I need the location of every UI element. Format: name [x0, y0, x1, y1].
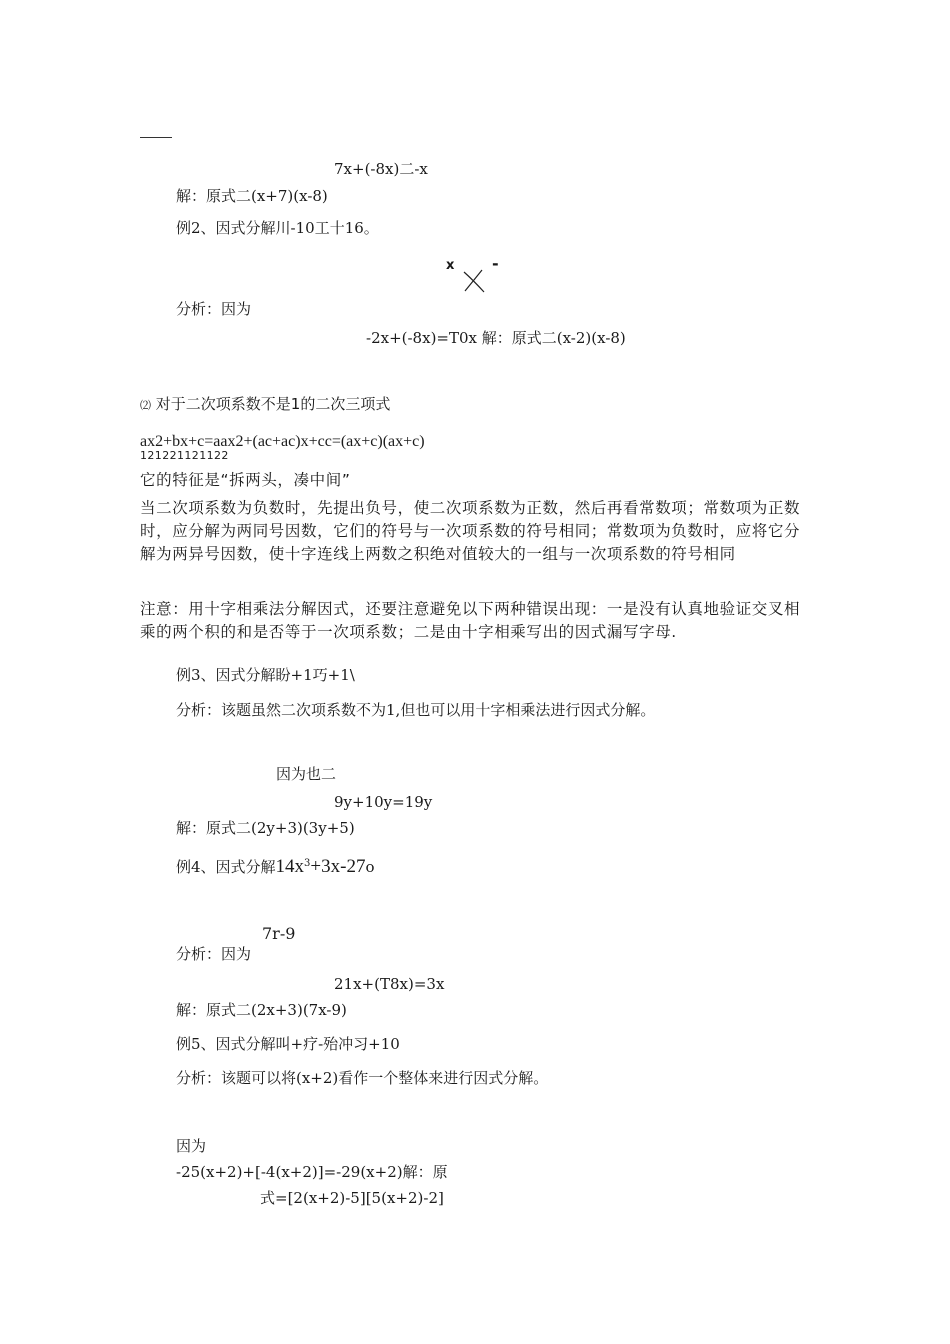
note-paragraph: 注意：用十字相乘法分解因式，还要注意避免以下两种错误出现：一是没有认真地验证交叉相乘的两个积的和是否等于一次项系数；二是由十字相乘写出的因式漏写字母. [140, 600, 801, 641]
example-5-title: 例5、因式分解叫+疗-殆冲习+10 [176, 1035, 400, 1053]
example-2-title: 例2、因式分解川-10工十16。 [176, 219, 379, 237]
example-4-expr-b: +3x-27 [310, 856, 366, 877]
solution-3: 解：原式二(2y+3)(3y+5) [176, 819, 355, 837]
section-2-heading-text: 对于二次项系数不是1的二次三项式 [155, 395, 391, 413]
feature-line: 它的特征是“拆两头，凑中间” [140, 471, 351, 489]
rule-paragraph: 当二次项系数为负数时，先提出负号，使二次项系数为正数，然后再看常数项；常数项为正数时，应分解为两同号因数，它们的符号与一次项系数的符号相同；常数项为负数时，应将它分解为两异号因数，使十字连线上两数之积绝对值较大的一组与一次项系数的符号相同 [140, 499, 801, 563]
example-4-sup: 3 [304, 858, 311, 869]
cross-left-label: x [446, 258, 455, 273]
solution-5: 式=[2(x+2)-5][5(x+2)-2] [260, 1189, 444, 1207]
eq-check-1: 7x+(-8x)二-x [334, 160, 428, 178]
top-dash-line [140, 137, 172, 138]
eq-check-5: -25(x+2)+[-4(x+2)]=-29(x+2)解：原 [176, 1163, 448, 1181]
eq-check-4: 21x+(T8x)=3x [334, 975, 445, 993]
analysis-5: 分析：该题可以将(x+2)看作一个整体来进行因式分解。 [176, 1069, 549, 1087]
solution-1: 解：原式二(x+7)(x-8) [176, 187, 328, 205]
solution-2: -2x+(-8x)=T0x 解：原式二(x-2)(x-8) [366, 329, 626, 347]
example-4-prefix: 例4、因式分解 [176, 858, 276, 876]
general-formula: ax2+bx+c=aax2+(ac+ac)x+cc=(ax+c)(ax+c) [140, 433, 425, 450]
example-3-title: 例3、因式分解盼+1巧+1\ [176, 666, 355, 684]
analysis-2: 分析：因为 [176, 300, 252, 318]
solution-4: 解：原式二(2x+3)(7x-9) [176, 1001, 347, 1019]
example-4-end: o [365, 858, 375, 876]
formula-subscripts: 121221121122 [140, 449, 229, 462]
cross-right-label: - [492, 254, 499, 273]
eq-check-3: 9y+10y=19y [334, 793, 433, 811]
example-4-expr-a: 14x [275, 856, 305, 877]
section-2-number: ⑵ [140, 399, 151, 412]
analysis-3: 分析：该题虽然二次项系数不为1,但也可以用十字相乘法进行因式分解。 [176, 701, 656, 719]
example-4-title [176, 854, 375, 877]
analysis-4: 分析：因为 [176, 945, 252, 963]
because-3: 因为也二 [276, 765, 337, 783]
section-2-heading [140, 394, 390, 416]
cross-diagram-4: 7r-9 [262, 924, 296, 943]
because-5: 因为 [176, 1137, 207, 1155]
cross-diagram-1 [446, 254, 506, 294]
